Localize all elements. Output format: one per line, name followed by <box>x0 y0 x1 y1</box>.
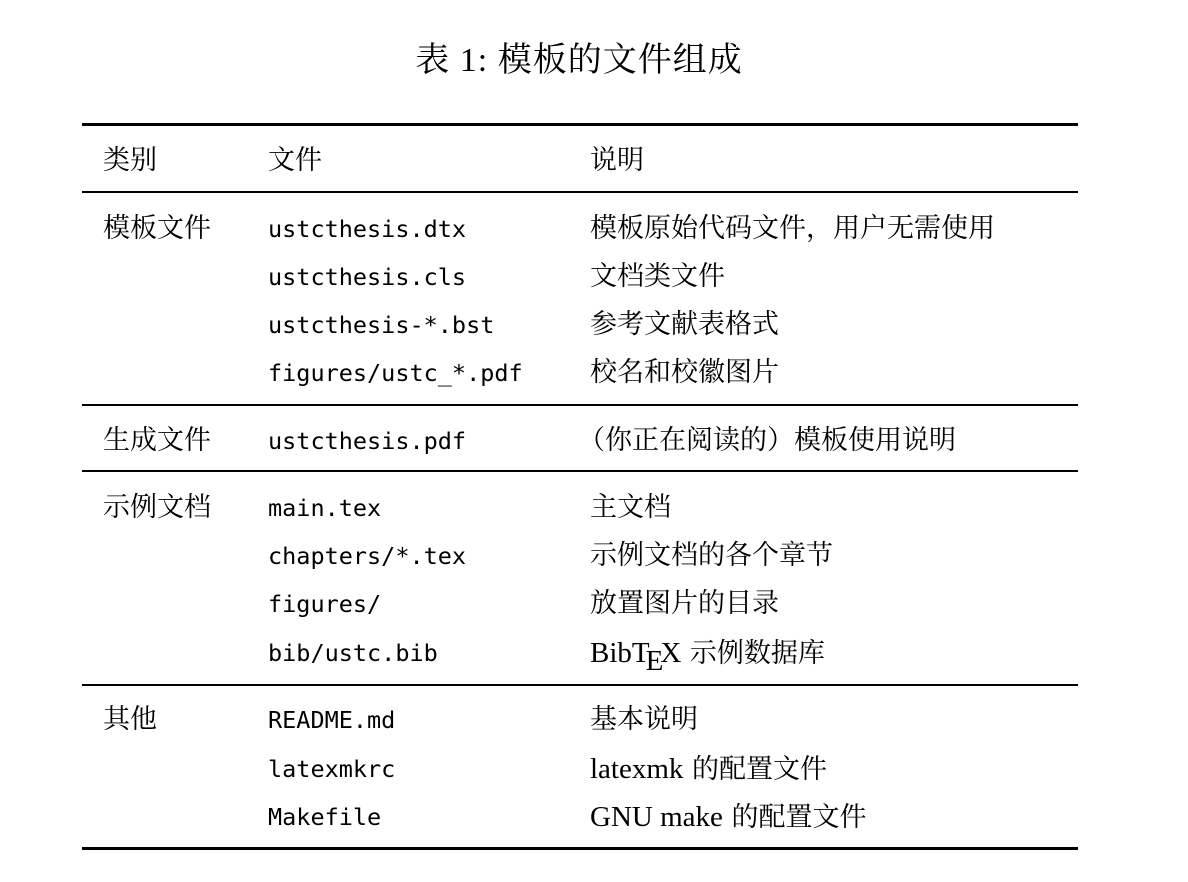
bibtex-logo-t: T <box>631 637 650 669</box>
group-divider <box>82 470 1078 472</box>
bibtex-logo-e: E <box>645 645 664 677</box>
group-divider <box>82 404 1078 406</box>
tool-name: latexmk <box>590 753 684 785</box>
file-name: figures/ <box>268 590 382 618</box>
group-category: 其他 <box>103 704 157 735</box>
header-file: 文件 <box>268 145 322 176</box>
file-description-text: 的配置文件 <box>731 802 867 833</box>
bibtex-logo <box>590 637 682 677</box>
file-name: ustcthesis.pdf <box>268 427 467 455</box>
top-rule <box>82 123 1078 126</box>
file-description: 放置图片的目录 <box>590 588 779 619</box>
tool-name: GNU make <box>590 801 723 833</box>
file-description: 文档类文件 <box>590 261 725 292</box>
file-name: ustcthesis-*.bst <box>268 311 495 339</box>
group-category: 生成文件 <box>103 425 211 456</box>
file-name: latexmkrc <box>268 755 396 783</box>
file-name: figures/ustc_*.pdf <box>268 359 523 387</box>
file-name: ustcthesis.dtx <box>268 215 467 243</box>
file-description: 基本说明 <box>590 704 698 735</box>
group-category: 示例文档 <box>103 492 211 523</box>
file-description <box>590 633 825 677</box>
header-category: 类别 <box>103 145 157 176</box>
file-description: 参考文献表格式 <box>590 309 779 340</box>
caption-label: 表 1: <box>415 42 489 79</box>
file-description-text: 的配置文件 <box>692 754 828 785</box>
file-name: chapters/*.tex <box>268 542 467 570</box>
header-description: 说明 <box>590 145 644 176</box>
file-name: README.md <box>268 706 396 734</box>
file-description: 主文档 <box>590 492 671 523</box>
file-name: bib/ustc.bib <box>268 639 438 667</box>
file-description: 模板原始代码文件，用户无需使用 <box>590 213 995 244</box>
caption-title: 模板的文件组成 <box>497 42 743 79</box>
header-rule <box>82 191 1078 193</box>
group-divider <box>82 684 1078 686</box>
bibtex-logo-x: X <box>660 637 682 669</box>
file-name: Makefile <box>268 803 382 831</box>
file-description: （你正在阅读的）模板使用说明 <box>578 425 956 456</box>
file-description-text: 示例数据库 <box>689 638 825 669</box>
group-category: 模板文件 <box>103 213 211 244</box>
file-name: main.tex <box>268 494 382 522</box>
file-description: 校名和校徽图片 <box>590 357 779 388</box>
file-description: 示例文档的各个章节 <box>590 540 833 571</box>
file-description <box>590 797 866 837</box>
file-description <box>590 749 827 789</box>
bibtex-logo-bib: Bib <box>590 637 632 669</box>
file-name: ustcthesis.cls <box>268 263 467 291</box>
bottom-rule <box>82 847 1078 850</box>
table-caption <box>0 36 1158 86</box>
